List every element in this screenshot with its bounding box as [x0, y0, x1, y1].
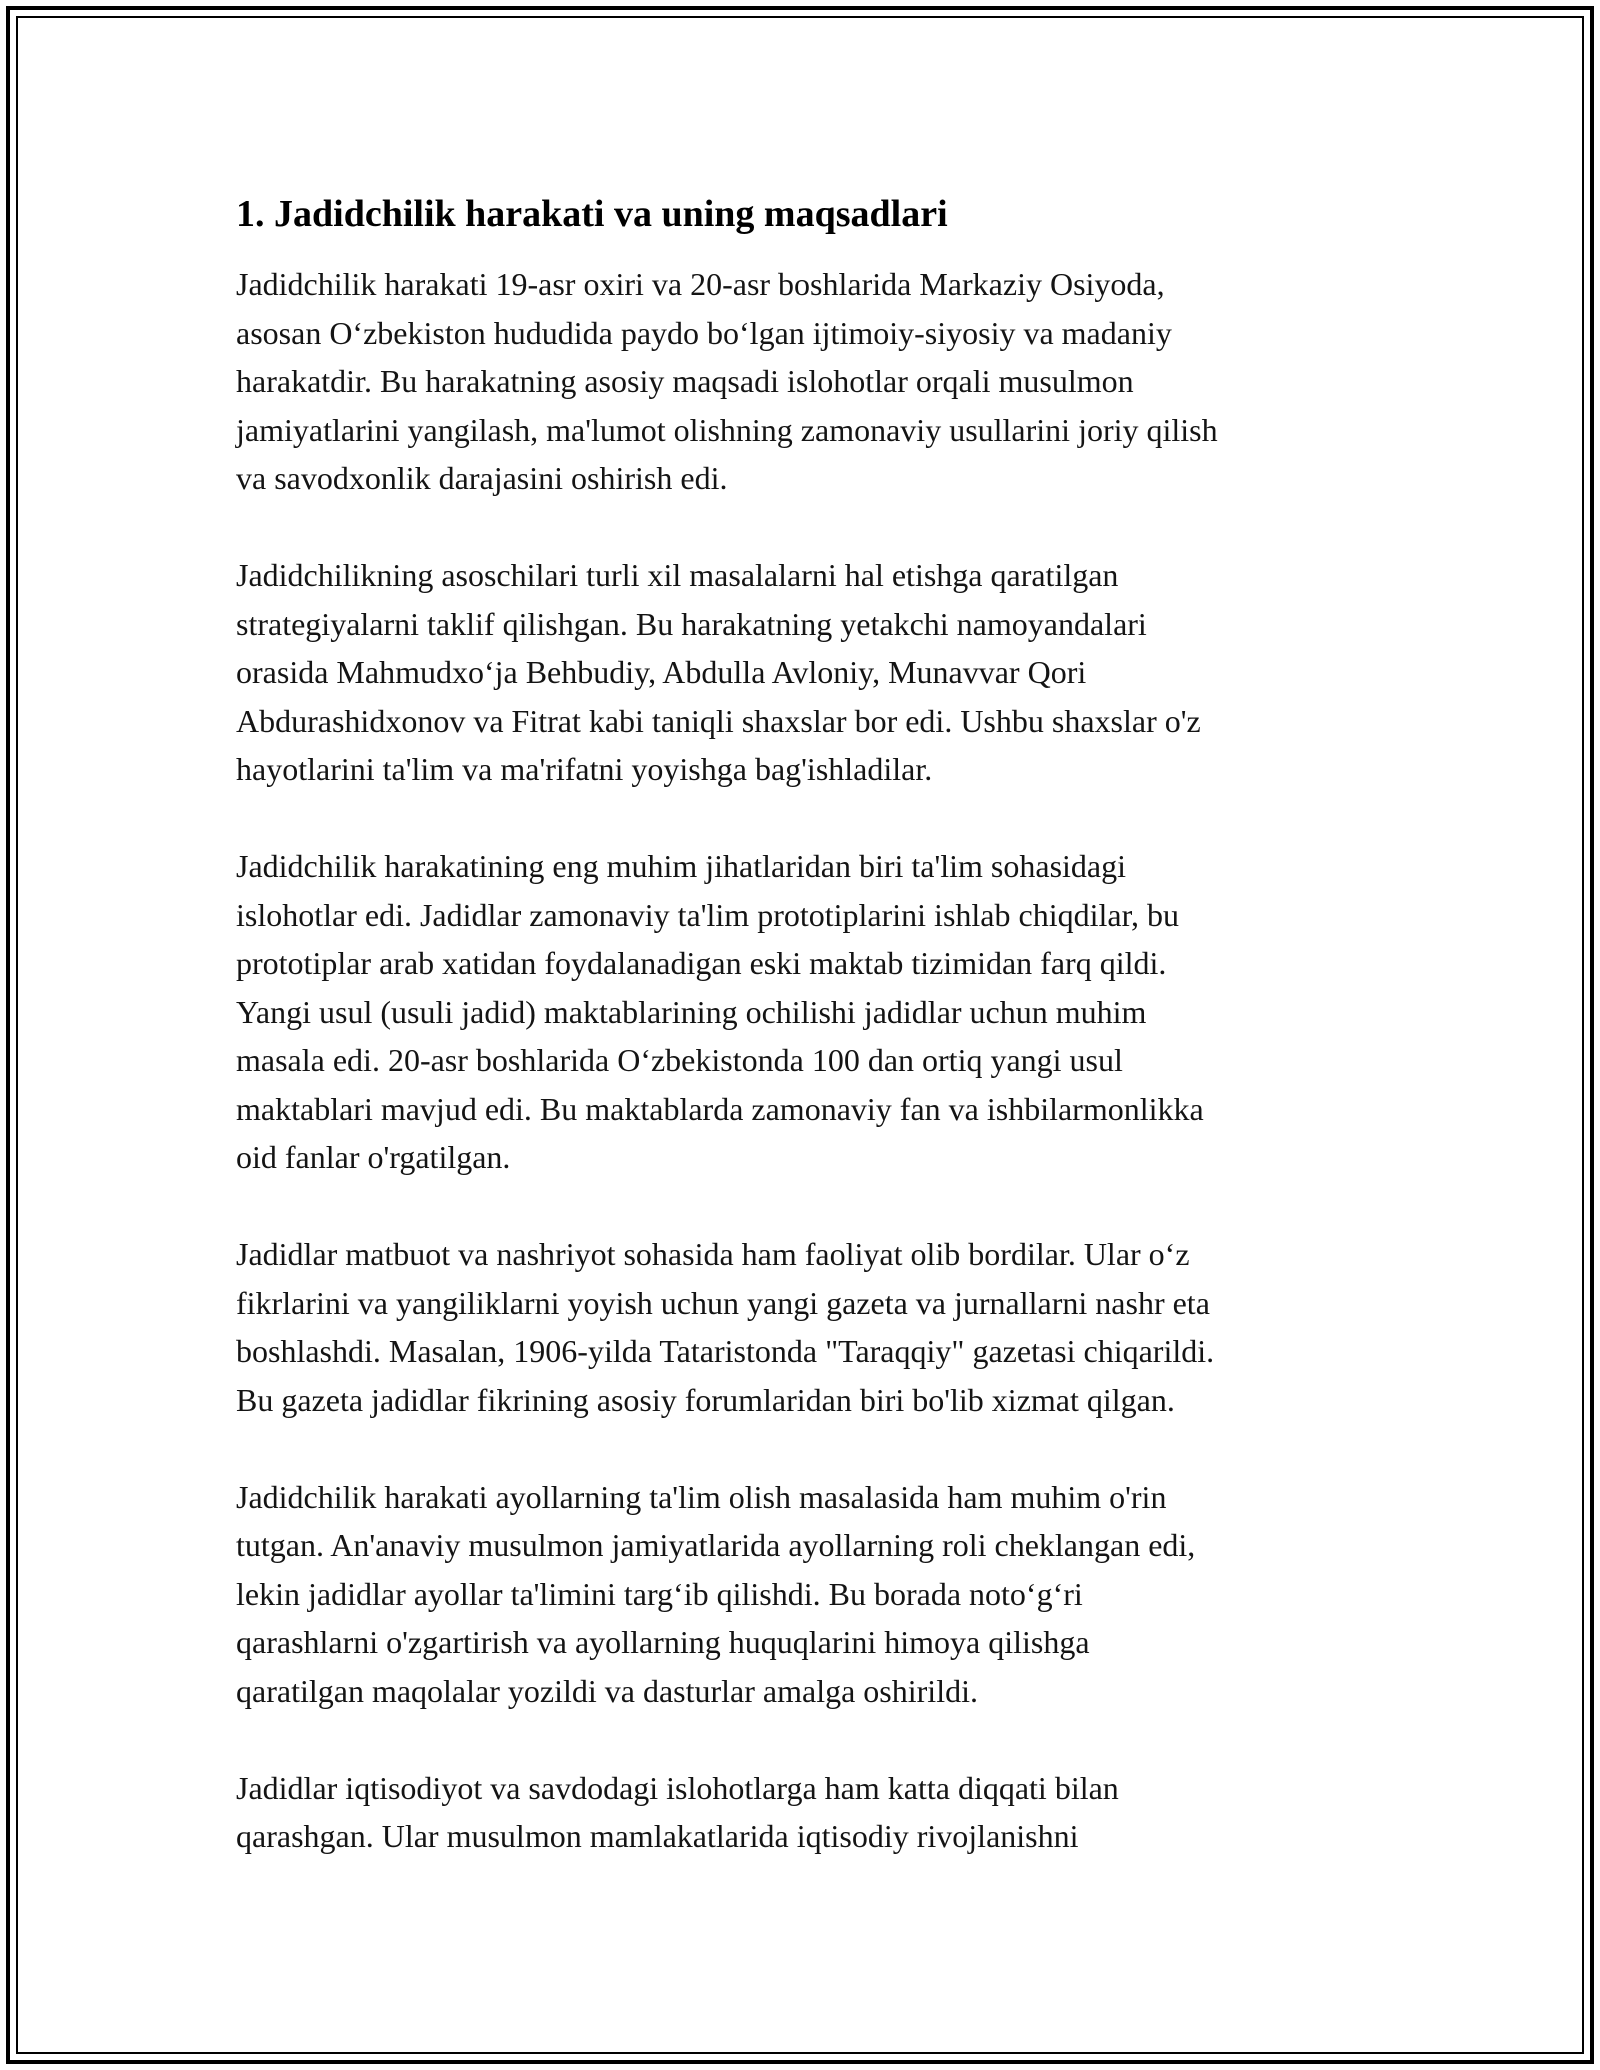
document-body: [236, 190, 1376, 1909]
paragraph-1: Jadidchilik harakati 19-asr oxiri va 20-asr boshlarida Markaziy Osiyoda, asosan O‘zbekiston hududida paydo bo‘lgan ijtimoiy-siyosiy va madaniy harakatdir. Bu harakatning asosiy maqsadi islohotlar orqali musulmon jamiyatlarini yangilash, ma'lumot olishning zamonaviy usullarini joriy qilish va savodxonlik darajasini oshirish edi.: [236, 266, 1218, 496]
paragraph-3: Jadidchilik harakatining eng muhim jihatlaridan biri ta'lim sohasidagi islohotlar edi. Jadidlar zamonaviy ta'lim prototiplarini ishlab chiqdilar, bu prototiplar arab xatidan foydalanadigan eski maktab tizimidan farq qildi. Yangi usul (usuli jadid) maktablarining ochilishi jadidlar uchun muhim masala edi. 20-asr boshlarida O‘zbekistonda 100 dan ortiq yangi usul maktablari mavjud edi. Bu maktablarda zamonaviy fan va ishbilarmonlikka oid fanlar o'rgatilgan.: [236, 848, 1204, 1175]
section-heading: 1. Jadidchilik harakati va uning maqsadlari: [236, 193, 948, 235]
paragraph-4: Jadidlar matbuot va nashriyot sohasida ham faoliyat olib bordilar. Ular o‘z fikrlarini va yangiliklarni yoyish uchun yangi gazeta va jurnallarni nashr eta boshlashdi. Masalan, 1906-yilda Tataristonda "Taraqqiy" gazetasi chiqarildi. Bu gazeta jadidlar fikrining asosiy forumlaridan biri bo'lib xizmat qilgan.: [236, 1236, 1215, 1418]
paragraph-2: Jadidchilikning asoschilari turli xil masalalarni hal etishga qaratilgan strategiyalarni taklif qilishgan. Bu harakatning yetakchi namoyandalari orasida Mahmudxo‘ja Behbudiy, Abdulla Avloniy, Munavvar Qori Abdurashidxonov va Fitrat kabi taniqli shaxslar bor edi. Ushbu shaxslar o'z hayotlarini ta'lim va ma'rifatni yoyishga bag'ishladilar.: [236, 557, 1201, 787]
paragraph-6: Jadidlar iqtisodiyot va savdodagi islohotlarga ham katta diqqati bilan qarashgan. Ular musulmon mamlakatlarida iqtisodiy rivojlanishni: [236, 1769, 1119, 1854]
paragraph-5: Jadidchilik harakati ayollarning ta'lim olish masalasida ham muhim o'rin tutgan. An'anaviy musulmon jamiyatlarida ayollarning roli cheklangan edi, lekin jadidlar ayollar ta'limini targ‘ib qilishdi. Bu borada noto‘g‘ri qarashlarni o'zgartirish va ayollarning huquqlarini himoya qilishga qaratilgan maqolalar yozildi va dasturlar amalga oshirildi.: [236, 1478, 1196, 1709]
